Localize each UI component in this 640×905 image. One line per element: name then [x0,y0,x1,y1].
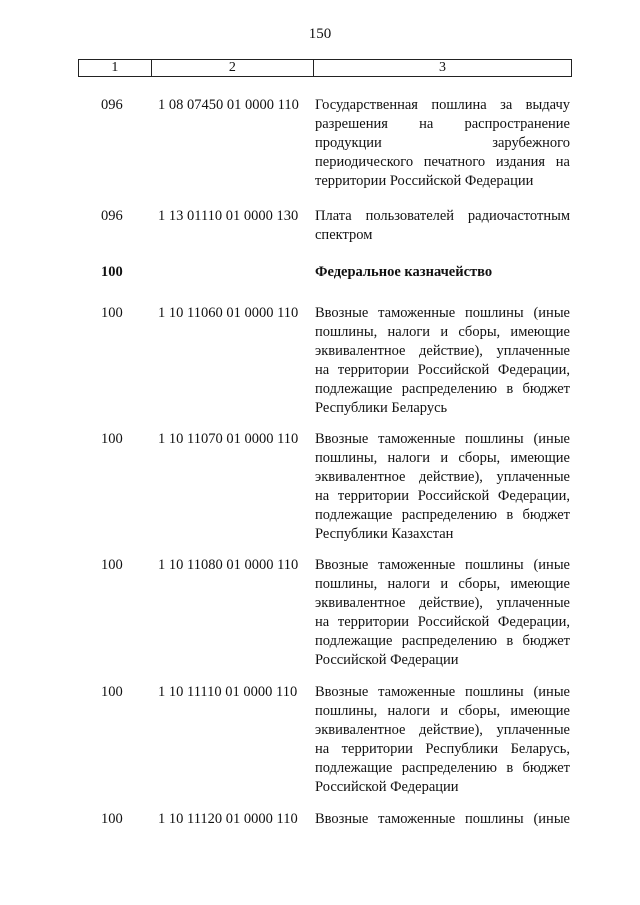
description-line: подлежащие распределению в бюджет [315,633,570,649]
description-line: периодического печатного издания на [315,154,570,170]
section-heading [315,263,570,282]
description-line: на территории Российской Федерации, [315,488,570,504]
description-line: пошлины, налоги и сборы, имеющие [315,324,570,340]
admin-code: 100 [101,431,123,447]
column-header-1: 1 [79,60,152,77]
description-line: пошлины, налоги и сборы, имеющие [315,703,570,719]
column-header-2: 2 [151,60,313,77]
description-line: Республики Казахстан [315,526,454,542]
description-line: подлежащие распределению в бюджет [315,507,570,523]
description-line: эквивалентное действие), уплаченные [315,343,570,359]
description-line: Российской Федерации [315,652,459,668]
admin-code: 100 [101,305,123,321]
description-line: Плата пользователей радиочастотным [315,208,570,224]
description-line: территории Российской Федерации [315,173,534,189]
budget-classification-code: 1 10 11120 01 0000 110 [158,811,298,827]
description-line: разрешения на распространение [315,116,570,132]
budget-classification-code: 1 10 11060 01 0000 110 [158,305,299,321]
description-line: спектром [315,227,373,243]
description-line: Ввозные таможенные пошлины (иные [315,557,570,573]
admin-code: 100 [101,684,123,700]
description-line: на территории Российской Федерации, [315,362,570,378]
income-description [315,683,570,797]
description-line: Республики Беларусь [315,400,448,416]
income-description [315,810,570,829]
description-line: Государственная пошлина за выдачу [315,97,570,113]
description-line: Ввозные таможенные пошлины (иные [315,431,570,447]
description-line: пошлины, налоги и сборы, имеющие [315,450,570,466]
description-line: подлежащие распределению в бюджет [315,760,570,776]
description-line: Ввозные таможенные пошлины (иные [315,305,570,321]
description-line: пошлины, налоги и сборы, имеющие [315,576,570,592]
admin-code: 100 [101,811,123,827]
description-line: эквивалентное действие), уплаченные [315,595,570,611]
admin-code: 100 [101,557,123,573]
description-line: продукции зарубежного [315,135,570,151]
description-line: подлежащие распределению в бюджет [315,381,570,397]
column-header-table [78,59,572,77]
admin-code: 096 [101,208,123,224]
income-description [315,556,570,670]
description-line: Федеральное казначейство [315,264,493,280]
admin-code: 100 [101,264,123,280]
admin-code: 096 [101,97,123,113]
budget-classification-code: 1 10 11070 01 0000 110 [158,431,299,447]
income-description [315,96,570,191]
budget-classification-code: 1 10 11110 01 0000 110 [158,684,298,700]
description-line: эквивалентное действие), уплаченные [315,722,570,738]
income-description [315,430,570,544]
income-description [315,207,570,245]
page-number: 150 [308,26,332,42]
description-line: Ввозные таможенные пошлины (иные [315,684,570,700]
description-line: эквивалентное действие), уплаченные [315,469,570,485]
description-line: Ввозные таможенные пошлины (иные [315,811,570,827]
income-description [315,304,570,418]
column-header-row [79,60,572,77]
description-line: на территории Российской Федерации, [315,614,570,630]
budget-classification-code: 1 10 11080 01 0000 110 [158,557,299,573]
column-header-3: 3 [314,60,572,77]
budget-classification-code: 1 08 07450 01 0000 110 [158,97,299,113]
description-line: Российской Федерации [315,779,459,795]
description-line: на территории Республики Беларусь, [315,741,570,757]
budget-classification-code: 1 13 01110 01 0000 130 [158,208,299,224]
